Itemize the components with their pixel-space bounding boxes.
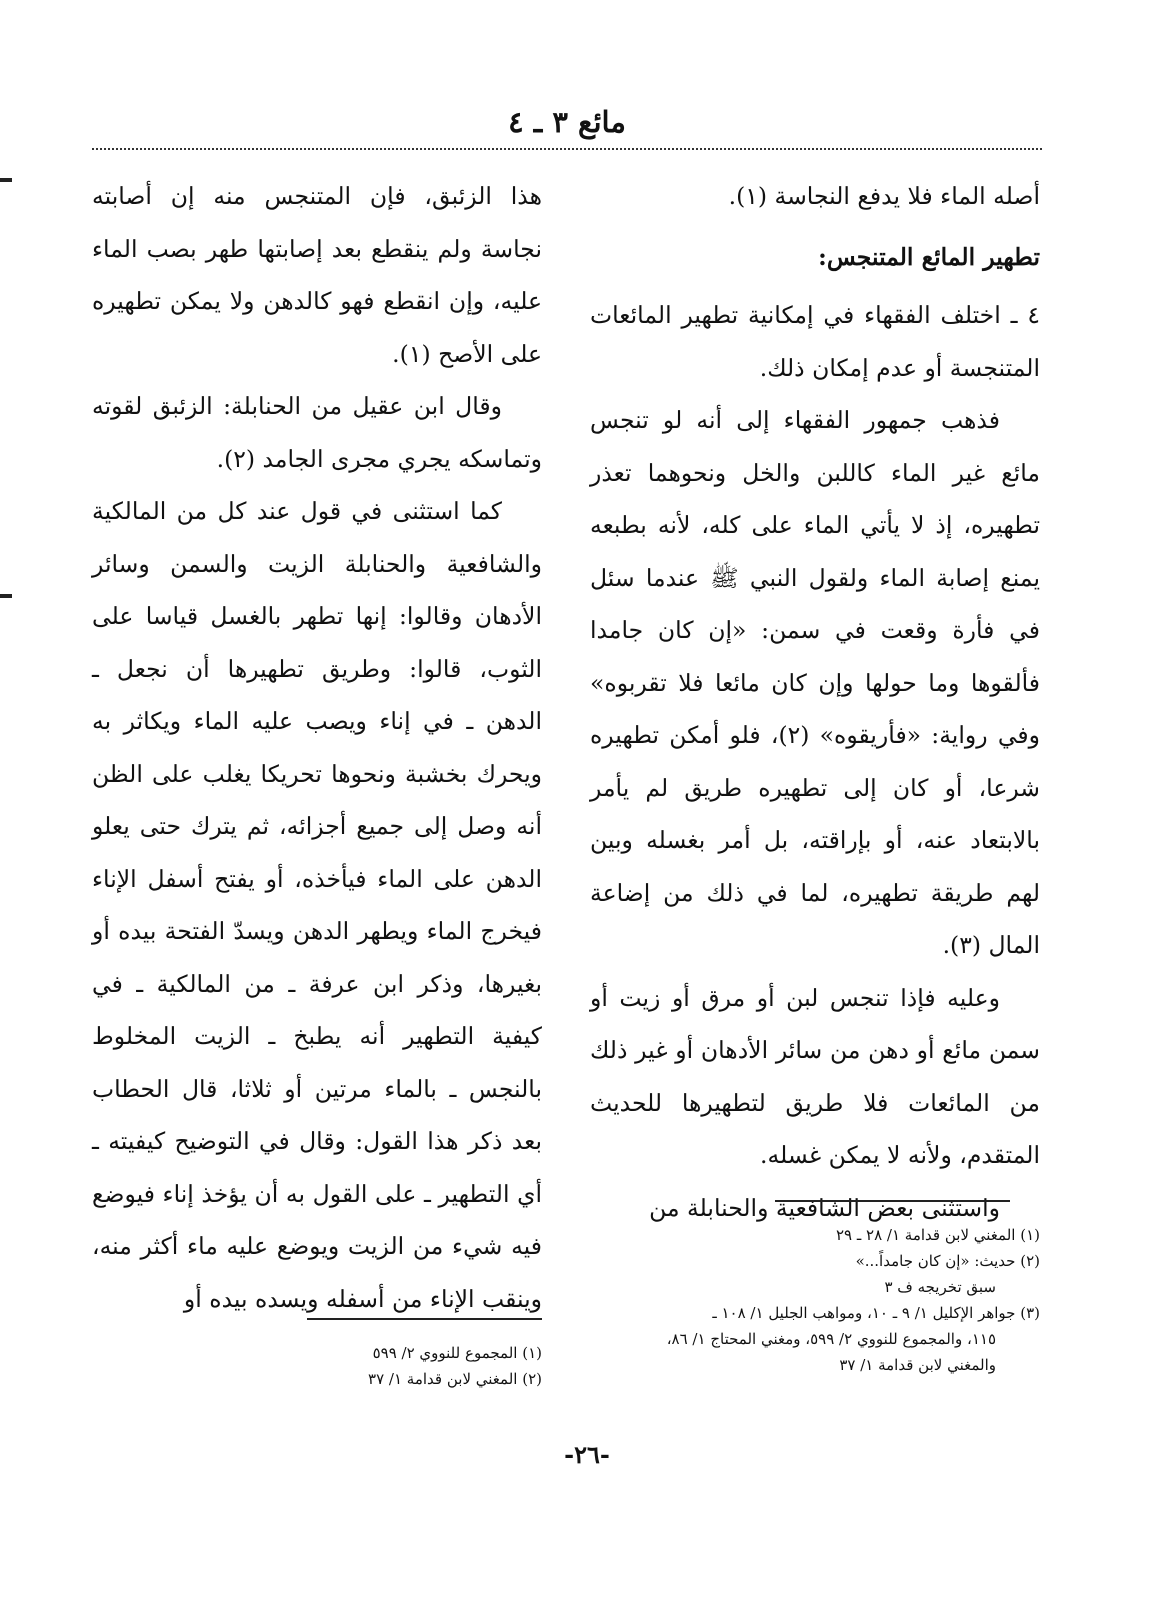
- footnote: (٢) حديث: «إن كان جامداً...»: [855, 1252, 1040, 1270]
- paragraph: ٤ ـ اختلف الفقهاء في إمكانية تطهير المائعات المتنجسة أو عدم إمكان ذلك.: [590, 301, 1040, 382]
- left-column: [92, 170, 542, 1325]
- page-header: [92, 100, 1042, 148]
- page-title: مائع ٣ ـ ٤: [508, 105, 626, 139]
- footnote-divider: [775, 1200, 1010, 1202]
- footnote: ١١٥، والمجموع للنووي ٢/ ٥٩٩، ومغني المحتاج ١/ ٨٦،: [666, 1330, 996, 1348]
- footnote: والمغني لابن قدامة ١/ ٣٧: [839, 1356, 996, 1374]
- paragraph: واستثنى بعض الشافعية والحنابلة من: [649, 1193, 1000, 1222]
- paragraph: هذا الزئبق، فإن المتنجس منه إن أصابته نجاسة ولم ينقطع بعد إصابتها طهر بصب الماء عليه، وإن انقطع فهو كالدهن ولا يمكن تطهيره على الأصح (١).: [92, 182, 542, 368]
- header-divider: [92, 148, 1042, 150]
- footnote-divider: [307, 1318, 542, 1320]
- paragraph: وقال ابن عقيل من الحنابلة: الزئبق لقوته وتماسكه يجري مجرى الجامد (٢).: [92, 392, 542, 473]
- paragraph: أصله الماء فلا يدفع النجاسة (١).: [728, 182, 1040, 210]
- footnote: سبق تخريجه ف ٣: [884, 1278, 996, 1296]
- page-number: -٢٦-: [564, 1440, 610, 1469]
- footnote: (٢) المغني لابن قدامة ١/ ٣٧: [368, 1370, 542, 1388]
- footnote: (٣) جواهر الإكليل ١/ ٩ ـ ١٠، ومواهب الجليل ١/ ١٠٨ ـ: [712, 1304, 1040, 1322]
- right-footnotes: [590, 1222, 1040, 1378]
- scan-edge-mark: [0, 178, 12, 182]
- section-heading: تطهير المائع المتنجس:: [818, 242, 1040, 271]
- left-footnotes: [92, 1340, 542, 1392]
- right-column: [590, 170, 1040, 1234]
- scan-edge-mark: [0, 594, 12, 598]
- footnote: (١) المغني لابن قدامة ١/ ٢٨ ـ ٢٩: [835, 1226, 1040, 1244]
- paragraph: فذهب جمهور الفقهاء إلى أنه لو تنجس مائع غير الماء كاللبن والخل ونحوهما تعذر تطهيره، إذ لا يأتي الماء على كله، لأنه بطبعه يمنع إصابة الماء ولقول النبي ﷺ عندما سئل في فأرة وقعت في سمن: «إن كان جامدا فألقوها وما حولها وإن كان مائعا فلا تقربوه» وفي رواية: «فأريقوه» (٢)، فلو أمكن تطهيره شرعا، أو كان إلى تطهيره طريق لم يأمر بالابتعاد عنه، أو بإراقته، بل أمر بغسله وبين لهم طريقة تطهيره، لما في ذلك من إضاعة المال (٣).: [590, 406, 1040, 959]
- footnote: (١) المجموع للنووي ٢/ ٥٩٩: [372, 1344, 542, 1362]
- paragraph: كما استثنى في قول عند كل من المالكية والشافعية والحنابلة الزيت والسمن وسائر الأدهان وقالوا: إنها تطهر بالغسل قياسا على الثوب، قالوا: وطريق تطهيرها أن نجعل ـ الدهن ـ في إناء ويصب عليه الماء ويكاثر به ويحرك بخشبة ونحوها تحريكا يغلب على الظن أنه وصل إلى جميع أجزائه، ثم يترك حتى يعلو الدهن على الماء فيأخذه، أو يفتح أسفل الإناء فيخرج الماء ويطهر الدهن ويسدّ الفتحة بيده أو بغيرها، وذكر ابن عرفة ـ من المالكية ـ في كيفية التطهير أنه يطبخ ـ الزيت المخلوط بالنجس ـ بالماء مرتين أو ثلاثا، قال الحطاب بعد ذكر هذا القول: وقال في التوضيح كيفيته ـ أي التطهير ـ على القول به أن يؤخذ إناء فيوضع فيه شيء من الزيت ويوضع عليه ماء أكثر منه، وينقب الإناء من أسفله ويسده بيده أو: [92, 497, 542, 1313]
- paragraph: وعليه فإذا تنجس لبن أو مرق أو زيت أو سمن مائع أو دهن من سائر الأدهان أو غير ذلك من المائعات فلا طريق لتطهيرها للحديث المتقدم، ولأنه لا يمكن غسله.: [590, 983, 1040, 1169]
